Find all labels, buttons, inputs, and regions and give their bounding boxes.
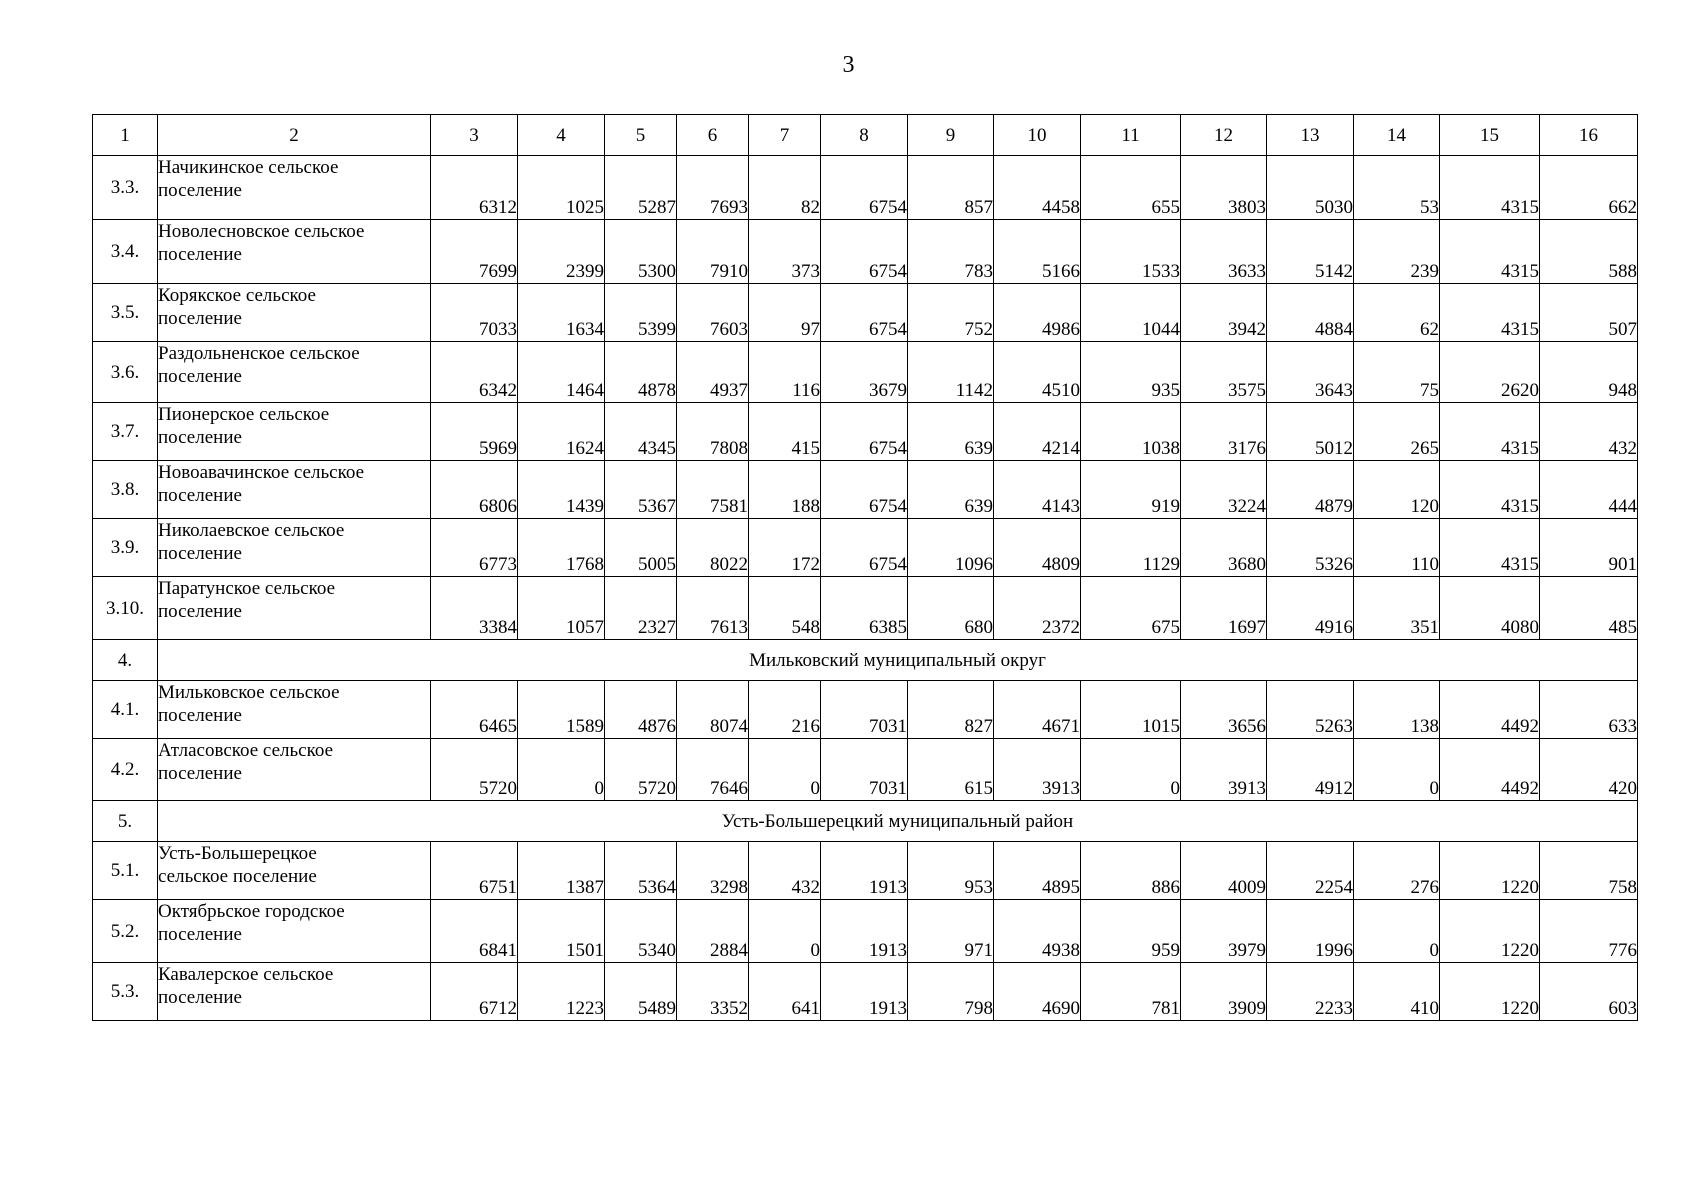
value-cell-col-9: 953 bbox=[908, 842, 994, 900]
value-cell-col-11: 886 bbox=[1081, 842, 1181, 900]
value-cell-col-8: 7031 bbox=[821, 681, 908, 739]
table-row bbox=[93, 739, 1638, 801]
value-cell-col-3: 7699 bbox=[431, 220, 518, 284]
value-cell-col-13: 4916 bbox=[1267, 577, 1354, 640]
row-number: 5.3. bbox=[93, 963, 158, 1021]
table-row bbox=[93, 284, 1638, 342]
value-cell-col-3: 6312 bbox=[431, 156, 518, 220]
settlement-name bbox=[158, 156, 431, 220]
value-cell-col-3: 5720 bbox=[431, 739, 518, 801]
settlement-name-line: поселение bbox=[158, 924, 242, 945]
value-cell-col-6: 7581 bbox=[677, 461, 749, 519]
value-cell-col-7: 548 bbox=[749, 577, 821, 640]
value-cell-col-12: 3979 bbox=[1181, 900, 1267, 963]
value-cell-col-12: 3224 bbox=[1181, 461, 1267, 519]
settlement-name-line: поселение bbox=[158, 366, 242, 387]
value-cell-col-9: 827 bbox=[908, 681, 994, 739]
settlement-name bbox=[158, 900, 431, 963]
row-number: 3.4. bbox=[93, 220, 158, 284]
value-cell-col-12: 4009 bbox=[1181, 842, 1267, 900]
value-cell-col-8: 6754 bbox=[821, 403, 908, 461]
section-title: Усть-Большерецкий муниципальный район bbox=[158, 801, 1638, 842]
value-cell-col-16: 776 bbox=[1540, 900, 1638, 963]
value-cell-col-16: 485 bbox=[1540, 577, 1638, 640]
row-number: 4.2. bbox=[93, 739, 158, 801]
value-cell-col-6: 8022 bbox=[677, 519, 749, 577]
value-cell-col-11: 1038 bbox=[1081, 403, 1181, 461]
column-header-15: 15 bbox=[1440, 115, 1540, 156]
value-cell-col-7: 216 bbox=[749, 681, 821, 739]
column-header-5: 5 bbox=[605, 115, 677, 156]
settlement-name-line: Мильковское сельское bbox=[158, 682, 340, 703]
value-cell-col-5: 5720 bbox=[605, 739, 677, 801]
settlement-name bbox=[158, 284, 431, 342]
value-cell-col-5: 5364 bbox=[605, 842, 677, 900]
value-cell-col-9: 639 bbox=[908, 403, 994, 461]
column-header-7: 7 bbox=[749, 115, 821, 156]
value-cell-col-4: 1223 bbox=[518, 963, 605, 1021]
row-number: 3.10. bbox=[93, 577, 158, 640]
settlement-name bbox=[158, 220, 431, 284]
value-cell-col-13: 5326 bbox=[1267, 519, 1354, 577]
value-cell-col-7: 415 bbox=[749, 403, 821, 461]
value-cell-col-3: 6342 bbox=[431, 342, 518, 403]
header-row bbox=[93, 115, 1638, 156]
value-cell-col-16: 758 bbox=[1540, 842, 1638, 900]
value-cell-col-7: 116 bbox=[749, 342, 821, 403]
row-number: 4. bbox=[93, 640, 158, 681]
value-cell-col-14: 276 bbox=[1354, 842, 1440, 900]
value-cell-col-14: 410 bbox=[1354, 963, 1440, 1021]
value-cell-col-15: 1220 bbox=[1440, 963, 1540, 1021]
value-cell-col-10: 4458 bbox=[994, 156, 1081, 220]
value-cell-col-4: 1025 bbox=[518, 156, 605, 220]
value-cell-col-10: 4895 bbox=[994, 842, 1081, 900]
value-cell-col-11: 1044 bbox=[1081, 284, 1181, 342]
value-cell-col-6: 3352 bbox=[677, 963, 749, 1021]
settlement-name-line: поселение bbox=[158, 987, 242, 1008]
value-cell-col-7: 641 bbox=[749, 963, 821, 1021]
settlement-name-line: Атласовское сельское bbox=[158, 740, 334, 761]
row-number: 5.1. bbox=[93, 842, 158, 900]
settlement-name bbox=[158, 403, 431, 461]
settlement-name bbox=[158, 577, 431, 640]
value-cell-col-3: 6751 bbox=[431, 842, 518, 900]
value-cell-col-4: 0 bbox=[518, 739, 605, 801]
value-cell-col-16: 662 bbox=[1540, 156, 1638, 220]
column-header-13: 13 bbox=[1267, 115, 1354, 156]
value-cell-col-14: 239 bbox=[1354, 220, 1440, 284]
settlement-name-line: поселение bbox=[158, 705, 242, 726]
value-cell-col-15: 4492 bbox=[1440, 739, 1540, 801]
value-cell-col-9: 798 bbox=[908, 963, 994, 1021]
settlements-table bbox=[92, 114, 1638, 1021]
table-row bbox=[93, 963, 1638, 1021]
value-cell-col-5: 5399 bbox=[605, 284, 677, 342]
value-cell-col-4: 2399 bbox=[518, 220, 605, 284]
column-header-10: 10 bbox=[994, 115, 1081, 156]
value-cell-col-9: 971 bbox=[908, 900, 994, 963]
column-header-8: 8 bbox=[821, 115, 908, 156]
value-cell-col-14: 265 bbox=[1354, 403, 1440, 461]
value-cell-col-12: 3633 bbox=[1181, 220, 1267, 284]
table-row bbox=[93, 403, 1638, 461]
value-cell-col-7: 373 bbox=[749, 220, 821, 284]
value-cell-col-15: 4315 bbox=[1440, 220, 1540, 284]
settlement-name-line: Начикинское сельское bbox=[158, 157, 339, 178]
value-cell-col-11: 959 bbox=[1081, 900, 1181, 963]
value-cell-col-9: 1096 bbox=[908, 519, 994, 577]
value-cell-col-4: 1439 bbox=[518, 461, 605, 519]
value-cell-col-5: 5340 bbox=[605, 900, 677, 963]
row-number: 4.1. bbox=[93, 681, 158, 739]
value-cell-col-9: 639 bbox=[908, 461, 994, 519]
value-cell-col-11: 781 bbox=[1081, 963, 1181, 1021]
value-cell-col-3: 6841 bbox=[431, 900, 518, 963]
value-cell-col-11: 1015 bbox=[1081, 681, 1181, 739]
value-cell-col-8: 3679 bbox=[821, 342, 908, 403]
settlement-name-line: Николаевское сельское bbox=[158, 520, 345, 541]
value-cell-col-10: 4690 bbox=[994, 963, 1081, 1021]
value-cell-col-10: 3913 bbox=[994, 739, 1081, 801]
value-cell-col-3: 6806 bbox=[431, 461, 518, 519]
value-cell-col-10: 4809 bbox=[994, 519, 1081, 577]
value-cell-col-8: 1913 bbox=[821, 842, 908, 900]
settlement-name bbox=[158, 681, 431, 739]
value-cell-col-6: 2884 bbox=[677, 900, 749, 963]
value-cell-col-16: 588 bbox=[1540, 220, 1638, 284]
value-cell-col-16: 901 bbox=[1540, 519, 1638, 577]
row-number: 3.6. bbox=[93, 342, 158, 403]
value-cell-col-5: 4345 bbox=[605, 403, 677, 461]
column-header-6: 6 bbox=[677, 115, 749, 156]
value-cell-col-11: 935 bbox=[1081, 342, 1181, 403]
section-row bbox=[93, 640, 1638, 681]
value-cell-col-4: 1387 bbox=[518, 842, 605, 900]
value-cell-col-3: 6712 bbox=[431, 963, 518, 1021]
column-header-9: 9 bbox=[908, 115, 994, 156]
value-cell-col-5: 5489 bbox=[605, 963, 677, 1021]
value-cell-col-15: 4315 bbox=[1440, 461, 1540, 519]
settlement-name-line: поселение bbox=[158, 180, 242, 201]
settlement-name-line: сельское поселение bbox=[158, 866, 317, 887]
column-header-16: 16 bbox=[1540, 115, 1638, 156]
settlement-name-line: поселение bbox=[158, 244, 242, 265]
value-cell-col-14: 0 bbox=[1354, 900, 1440, 963]
value-cell-col-4: 1464 bbox=[518, 342, 605, 403]
value-cell-col-16: 603 bbox=[1540, 963, 1638, 1021]
value-cell-col-7: 172 bbox=[749, 519, 821, 577]
value-cell-col-10: 4986 bbox=[994, 284, 1081, 342]
value-cell-col-7: 188 bbox=[749, 461, 821, 519]
value-cell-col-6: 7613 bbox=[677, 577, 749, 640]
value-cell-col-10: 4510 bbox=[994, 342, 1081, 403]
value-cell-col-11: 0 bbox=[1081, 739, 1181, 801]
value-cell-col-13: 4879 bbox=[1267, 461, 1354, 519]
value-cell-col-13: 5263 bbox=[1267, 681, 1354, 739]
value-cell-col-13: 3643 bbox=[1267, 342, 1354, 403]
value-cell-col-7: 0 bbox=[749, 739, 821, 801]
value-cell-col-12: 3913 bbox=[1181, 739, 1267, 801]
value-cell-col-3: 6773 bbox=[431, 519, 518, 577]
value-cell-col-5: 4876 bbox=[605, 681, 677, 739]
value-cell-col-15: 4492 bbox=[1440, 681, 1540, 739]
column-header-12: 12 bbox=[1181, 115, 1267, 156]
value-cell-col-14: 53 bbox=[1354, 156, 1440, 220]
column-header-4: 4 bbox=[518, 115, 605, 156]
value-cell-col-11: 675 bbox=[1081, 577, 1181, 640]
value-cell-col-10: 4143 bbox=[994, 461, 1081, 519]
column-header-3: 3 bbox=[431, 115, 518, 156]
value-cell-col-6: 7808 bbox=[677, 403, 749, 461]
value-cell-col-12: 1697 bbox=[1181, 577, 1267, 640]
value-cell-col-9: 615 bbox=[908, 739, 994, 801]
value-cell-col-5: 5367 bbox=[605, 461, 677, 519]
value-cell-col-8: 6754 bbox=[821, 220, 908, 284]
table-body bbox=[93, 115, 1638, 1021]
value-cell-col-5: 2327 bbox=[605, 577, 677, 640]
value-cell-col-3: 7033 bbox=[431, 284, 518, 342]
value-cell-col-8: 1913 bbox=[821, 900, 908, 963]
column-header-14: 14 bbox=[1354, 115, 1440, 156]
settlement-name bbox=[158, 739, 431, 801]
value-cell-col-12: 3575 bbox=[1181, 342, 1267, 403]
table-row bbox=[93, 519, 1638, 577]
value-cell-col-3: 3384 bbox=[431, 577, 518, 640]
value-cell-col-5: 4878 bbox=[605, 342, 677, 403]
value-cell-col-9: 680 bbox=[908, 577, 994, 640]
value-cell-col-13: 1996 bbox=[1267, 900, 1354, 963]
settlement-name-line: поселение bbox=[158, 763, 242, 784]
value-cell-col-15: 2620 bbox=[1440, 342, 1540, 403]
value-cell-col-14: 62 bbox=[1354, 284, 1440, 342]
value-cell-col-9: 752 bbox=[908, 284, 994, 342]
value-cell-col-7: 97 bbox=[749, 284, 821, 342]
value-cell-col-14: 75 bbox=[1354, 342, 1440, 403]
value-cell-col-13: 2233 bbox=[1267, 963, 1354, 1021]
settlement-name-line: Корякское сельское bbox=[158, 285, 316, 306]
value-cell-col-12: 3656 bbox=[1181, 681, 1267, 739]
settlement-name-line: поселение bbox=[158, 601, 242, 622]
value-cell-col-12: 3803 bbox=[1181, 156, 1267, 220]
settlement-name-line: Раздольненское сельское bbox=[158, 343, 360, 364]
value-cell-col-14: 138 bbox=[1354, 681, 1440, 739]
value-cell-col-11: 1129 bbox=[1081, 519, 1181, 577]
value-cell-col-14: 120 bbox=[1354, 461, 1440, 519]
value-cell-col-15: 1220 bbox=[1440, 900, 1540, 963]
section-title: Мильковский муниципальный округ bbox=[158, 640, 1638, 681]
value-cell-col-5: 5300 bbox=[605, 220, 677, 284]
column-header-11: 11 bbox=[1081, 115, 1181, 156]
value-cell-col-8: 6754 bbox=[821, 284, 908, 342]
value-cell-col-12: 3680 bbox=[1181, 519, 1267, 577]
settlement-name-line: Пионерское сельское bbox=[158, 404, 330, 425]
table-row bbox=[93, 900, 1638, 963]
value-cell-col-4: 1589 bbox=[518, 681, 605, 739]
table-row bbox=[93, 156, 1638, 220]
value-cell-col-12: 3942 bbox=[1181, 284, 1267, 342]
value-cell-col-6: 7646 bbox=[677, 739, 749, 801]
value-cell-col-6: 8074 bbox=[677, 681, 749, 739]
value-cell-col-8: 6754 bbox=[821, 461, 908, 519]
settlement-name bbox=[158, 842, 431, 900]
value-cell-col-9: 1142 bbox=[908, 342, 994, 403]
value-cell-col-5: 5287 bbox=[605, 156, 677, 220]
row-number: 3.3. bbox=[93, 156, 158, 220]
value-cell-col-4: 1634 bbox=[518, 284, 605, 342]
value-cell-col-16: 420 bbox=[1540, 739, 1638, 801]
value-cell-col-12: 3176 bbox=[1181, 403, 1267, 461]
value-cell-col-5: 5005 bbox=[605, 519, 677, 577]
value-cell-col-8: 6754 bbox=[821, 156, 908, 220]
settlement-name-line: Октябрьское городское bbox=[158, 901, 345, 922]
row-number: 5.2. bbox=[93, 900, 158, 963]
value-cell-col-16: 507 bbox=[1540, 284, 1638, 342]
table-row bbox=[93, 220, 1638, 284]
value-cell-col-10: 2372 bbox=[994, 577, 1081, 640]
settlement-name bbox=[158, 519, 431, 577]
value-cell-col-14: 351 bbox=[1354, 577, 1440, 640]
page-number: 3 bbox=[842, 52, 855, 78]
settlement-name-line: Паратунское сельское bbox=[158, 578, 336, 599]
value-cell-col-6: 4937 bbox=[677, 342, 749, 403]
value-cell-col-3: 6465 bbox=[431, 681, 518, 739]
value-cell-col-6: 7603 bbox=[677, 284, 749, 342]
settlement-name-line: Новоавачинское сельское bbox=[158, 462, 365, 483]
value-cell-col-8: 1913 bbox=[821, 963, 908, 1021]
row-number: 3.8. bbox=[93, 461, 158, 519]
value-cell-col-8: 6385 bbox=[821, 577, 908, 640]
value-cell-col-16: 633 bbox=[1540, 681, 1638, 739]
row-number: 5. bbox=[93, 801, 158, 842]
settlement-name bbox=[158, 342, 431, 403]
value-cell-col-15: 4315 bbox=[1440, 156, 1540, 220]
settlement-name bbox=[158, 963, 431, 1021]
value-cell-col-7: 0 bbox=[749, 900, 821, 963]
value-cell-col-11: 919 bbox=[1081, 461, 1181, 519]
value-cell-col-15: 4080 bbox=[1440, 577, 1540, 640]
value-cell-col-13: 5142 bbox=[1267, 220, 1354, 284]
value-cell-col-14: 110 bbox=[1354, 519, 1440, 577]
value-cell-col-13: 4912 bbox=[1267, 739, 1354, 801]
value-cell-col-7: 82 bbox=[749, 156, 821, 220]
value-cell-col-9: 857 bbox=[908, 156, 994, 220]
section-row bbox=[93, 801, 1638, 842]
column-header-1: 1 bbox=[93, 115, 158, 156]
value-cell-col-13: 5012 bbox=[1267, 403, 1354, 461]
settlement-name-line: поселение bbox=[158, 543, 242, 564]
value-cell-col-13: 5030 bbox=[1267, 156, 1354, 220]
value-cell-col-16: 948 bbox=[1540, 342, 1638, 403]
value-cell-col-6: 7910 bbox=[677, 220, 749, 284]
value-cell-col-8: 7031 bbox=[821, 739, 908, 801]
value-cell-col-10: 4938 bbox=[994, 900, 1081, 963]
row-number: 3.9. bbox=[93, 519, 158, 577]
table-row bbox=[93, 577, 1638, 640]
value-cell-col-4: 1057 bbox=[518, 577, 605, 640]
settlement-name-line: Кавалерское сельское bbox=[158, 964, 334, 985]
value-cell-col-9: 783 bbox=[908, 220, 994, 284]
settlement-name-line: Новолесновское сельское bbox=[158, 221, 365, 242]
value-cell-col-10: 5166 bbox=[994, 220, 1081, 284]
value-cell-col-15: 1220 bbox=[1440, 842, 1540, 900]
value-cell-col-11: 655 bbox=[1081, 156, 1181, 220]
table-row bbox=[93, 681, 1638, 739]
row-number: 3.5. bbox=[93, 284, 158, 342]
value-cell-col-13: 2254 bbox=[1267, 842, 1354, 900]
settlement-name-line: поселение bbox=[158, 485, 242, 506]
value-cell-col-4: 1624 bbox=[518, 403, 605, 461]
value-cell-col-15: 4315 bbox=[1440, 519, 1540, 577]
value-cell-col-10: 4214 bbox=[994, 403, 1081, 461]
settlement-name-line: Усть-Большерецкое bbox=[158, 843, 317, 864]
value-cell-col-6: 3298 bbox=[677, 842, 749, 900]
value-cell-col-15: 4315 bbox=[1440, 284, 1540, 342]
column-header-2: 2 bbox=[158, 115, 431, 156]
value-cell-col-3: 5969 bbox=[431, 403, 518, 461]
value-cell-col-12: 3909 bbox=[1181, 963, 1267, 1021]
value-cell-col-16: 444 bbox=[1540, 461, 1638, 519]
value-cell-col-8: 6754 bbox=[821, 519, 908, 577]
table-row bbox=[93, 461, 1638, 519]
settlement-name-line: поселение bbox=[158, 427, 242, 448]
value-cell-col-4: 1768 bbox=[518, 519, 605, 577]
settlement-name bbox=[158, 461, 431, 519]
value-cell-col-15: 4315 bbox=[1440, 403, 1540, 461]
table-row bbox=[93, 842, 1638, 900]
value-cell-col-7: 432 bbox=[749, 842, 821, 900]
row-number: 3.7. bbox=[93, 403, 158, 461]
value-cell-col-11: 1533 bbox=[1081, 220, 1181, 284]
value-cell-col-16: 432 bbox=[1540, 403, 1638, 461]
settlement-name-line: поселение bbox=[158, 308, 242, 329]
value-cell-col-4: 1501 bbox=[518, 900, 605, 963]
value-cell-col-6: 7693 bbox=[677, 156, 749, 220]
value-cell-col-14: 0 bbox=[1354, 739, 1440, 801]
table-row bbox=[93, 342, 1638, 403]
value-cell-col-13: 4884 bbox=[1267, 284, 1354, 342]
value-cell-col-10: 4671 bbox=[994, 681, 1081, 739]
